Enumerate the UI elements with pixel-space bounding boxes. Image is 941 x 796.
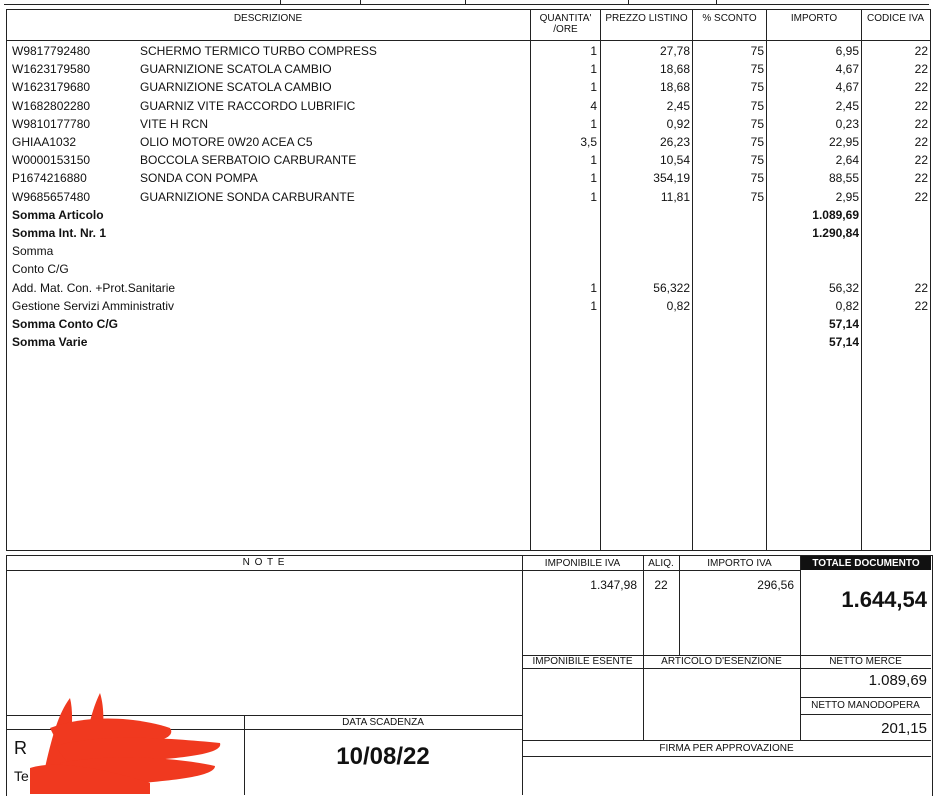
table-row: [7, 315, 932, 333]
row-quantity: 1: [590, 298, 597, 313]
row-code: Conto C/G: [12, 262, 69, 277]
manodopera-rule: [800, 697, 931, 698]
row-discount: 75: [750, 116, 764, 131]
row-amount: 1.290,84: [812, 226, 859, 240]
header-descrizione: DESCRIZIONE: [233, 13, 303, 24]
row-description: GUARNIZIONE SONDA CARBURANTE: [140, 189, 355, 204]
row-amount: 88,55: [828, 171, 859, 186]
table-row: [7, 169, 932, 187]
row-price: 27,78: [659, 44, 690, 58]
row-quantity: 1: [590, 153, 597, 168]
row-price: 0,92: [666, 116, 690, 131]
row-description: OLIO MOTORE 0W20 ACEA C5: [140, 135, 313, 149]
esente-rule-2: [522, 668, 800, 669]
partial-text-1: R: [14, 738, 27, 758]
row-code: Gestione Servizi Amministrativ: [12, 298, 175, 313]
row-quantity: 4: [590, 98, 597, 113]
articolo-esenzione-label: ARTICOLO D'ESENZIONE: [661, 656, 782, 667]
top-divider: [280, 0, 281, 4]
row-quantity: 1: [590, 44, 597, 58]
row-quantity: 1: [590, 280, 597, 295]
imponibile-iva-value: 1.347,98: [590, 578, 637, 592]
row-description: GUARNIZ VITE RACCORDO LUBRIFIC: [140, 98, 356, 113]
row-amount: 2,95: [835, 189, 859, 204]
row-discount: 75: [750, 171, 764, 186]
table-row: [7, 42, 932, 60]
row-iva: 22: [914, 280, 928, 295]
table-row: [7, 242, 932, 260]
table-row: [7, 297, 932, 315]
row-amount: 6,95: [835, 44, 859, 58]
row-amount: 57,14: [828, 335, 859, 350]
table-row: [7, 333, 932, 351]
row-discount: 75: [750, 153, 764, 168]
row-discount: 75: [750, 44, 764, 58]
table-row: [7, 279, 932, 297]
row-discount: 75: [750, 189, 764, 204]
netto-merce-label: NETTO MERCE: [829, 656, 902, 667]
row-code: Somma: [12, 244, 54, 259]
importo-iva-value: 296,56: [757, 578, 794, 592]
firma-rule-2: [522, 756, 931, 757]
table-row: [7, 151, 932, 169]
redaction-mark: [30, 688, 230, 794]
row-iva: 22: [914, 135, 928, 149]
note-rule: [6, 570, 522, 571]
partial-text-2: Te: [14, 768, 29, 784]
imponibile-esente-label: IMPONIBILE ESENTE: [532, 656, 633, 667]
iva-divider: [800, 555, 801, 740]
top-rule: [4, 4, 929, 5]
row-iva: 22: [914, 62, 928, 77]
firma-rule: [522, 740, 931, 741]
data-scadenza-value: 10/08/22: [336, 743, 430, 770]
row-code: GHIAA1032: [12, 135, 77, 149]
iva-divider: [643, 555, 644, 655]
importo-iva-label: IMPORTO IVA: [707, 558, 772, 569]
header-quantita: QUANTITA' /ORE: [539, 13, 592, 35]
firma-label: FIRMA PER APPROVAZIONE: [659, 743, 794, 754]
top-divider: [716, 0, 717, 4]
row-amount: 1.089,69: [812, 207, 859, 222]
row-code: W9685657480: [12, 189, 91, 204]
note-label: N O T E: [242, 557, 286, 568]
row-quantity: 1: [590, 189, 597, 204]
row-code: W1623179680: [12, 80, 91, 95]
row-iva: 22: [914, 116, 928, 131]
row-amount: 0,23: [835, 116, 859, 131]
header-codice-iva: CODICE IVA: [866, 13, 925, 24]
row-discount: 75: [750, 62, 764, 77]
row-code: Somma Conto C/G: [12, 317, 119, 331]
table-row: [7, 188, 932, 206]
top-divider: [360, 0, 361, 4]
row-price: 2,45: [666, 98, 690, 113]
netto-merce-rule: [800, 668, 931, 669]
table-row: [7, 206, 932, 224]
manodopera-rule-2: [800, 714, 931, 715]
row-iva: 22: [914, 98, 928, 113]
row-price: 10,54: [659, 153, 690, 168]
row-iva: 22: [914, 189, 928, 204]
table-row: [7, 260, 932, 278]
row-amount: 2,45: [835, 98, 859, 113]
header-importo: IMPORTO: [790, 13, 838, 24]
header-sconto: % SCONTO: [702, 13, 757, 24]
table-row: [7, 133, 932, 151]
row-quantity: 1: [590, 171, 597, 186]
row-code: W1623179580: [12, 62, 91, 77]
row-iva: 22: [914, 80, 928, 95]
row-price: 18,68: [659, 62, 690, 77]
header-rule: [6, 40, 931, 41]
row-price: 18,68: [659, 80, 690, 95]
iva-header-rule: [522, 570, 800, 571]
row-description: GUARNIZIONE SCATOLA CAMBIO: [140, 62, 332, 77]
imponibile-iva-label: IMPONIBILE IVA: [544, 558, 621, 569]
row-discount: 75: [750, 135, 764, 149]
row-description: BOCCOLA SERBATOIO CARBURANTE: [140, 153, 357, 168]
table-row: [7, 115, 932, 133]
row-description: SCHERMO TERMICO TURBO COMPRESS: [140, 44, 377, 58]
table-row: [7, 60, 932, 78]
row-discount: 75: [750, 80, 764, 95]
header-prezzo: PREZZO LISTINO: [605, 13, 688, 24]
aliq-value: 22: [654, 578, 668, 592]
row-code: W1682802280: [12, 98, 91, 113]
iva-divider: [679, 555, 680, 655]
row-code: Somma Int. Nr. 1: [12, 226, 107, 240]
top-divider: [465, 0, 466, 4]
table-row: [7, 224, 932, 242]
row-quantity: 1: [590, 116, 597, 131]
row-price: 26,23: [659, 135, 690, 149]
row-code: Somma Varie: [12, 335, 88, 350]
row-amount: 0,82: [835, 298, 859, 313]
row-amount: 57,14: [828, 317, 859, 331]
row-price: 11,81: [660, 189, 690, 204]
row-quantity: 3,5: [580, 135, 597, 149]
row-quantity: 1: [590, 80, 597, 95]
row-code: W0000153150: [12, 153, 91, 168]
row-iva: 22: [914, 153, 928, 168]
top-divider: [628, 0, 629, 4]
row-description: GUARNIZIONE SCATOLA CAMBIO: [140, 80, 332, 95]
row-code: Somma Articolo: [12, 207, 104, 222]
row-iva: 22: [914, 44, 928, 58]
row-price: 56,322: [653, 280, 690, 295]
row-amount: 22,95: [828, 135, 859, 149]
row-description: SONDA CON POMPA: [140, 171, 258, 186]
data-scadenza-label: DATA SCADENZA: [342, 717, 424, 728]
row-code: W9810177780: [12, 116, 91, 131]
row-amount: 4,67: [835, 80, 859, 95]
row-code: W9817792480: [12, 44, 91, 58]
row-price: 0,82: [666, 298, 690, 313]
row-code: P1674216880: [12, 171, 87, 186]
aliq-label: ALIQ.: [648, 558, 674, 569]
row-quantity: 1: [590, 62, 597, 77]
row-iva: 22: [914, 298, 928, 313]
row-code: Add. Mat. Con. +Prot.Sanitarie: [12, 280, 176, 295]
row-iva: 22: [914, 171, 928, 186]
table-row: [7, 97, 932, 115]
table-row: [7, 78, 932, 96]
netto-manodopera-value: 201,15: [881, 720, 927, 737]
row-price: 354,19: [653, 171, 690, 186]
row-amount: 4,67: [835, 62, 859, 77]
row-description: VITE H RCN: [140, 116, 209, 131]
row-amount: 2,64: [835, 153, 859, 168]
totale-documento-label: TOTALE DOCUMENTO: [812, 558, 920, 569]
row-amount: 56,32: [828, 280, 859, 295]
row-discount: 75: [750, 98, 764, 113]
netto-manodopera-label: NETTO MANODOPERA: [811, 700, 920, 711]
totale-documento-value: 1.644,54: [841, 587, 927, 612]
netto-merce-value: 1.089,69: [868, 672, 927, 689]
